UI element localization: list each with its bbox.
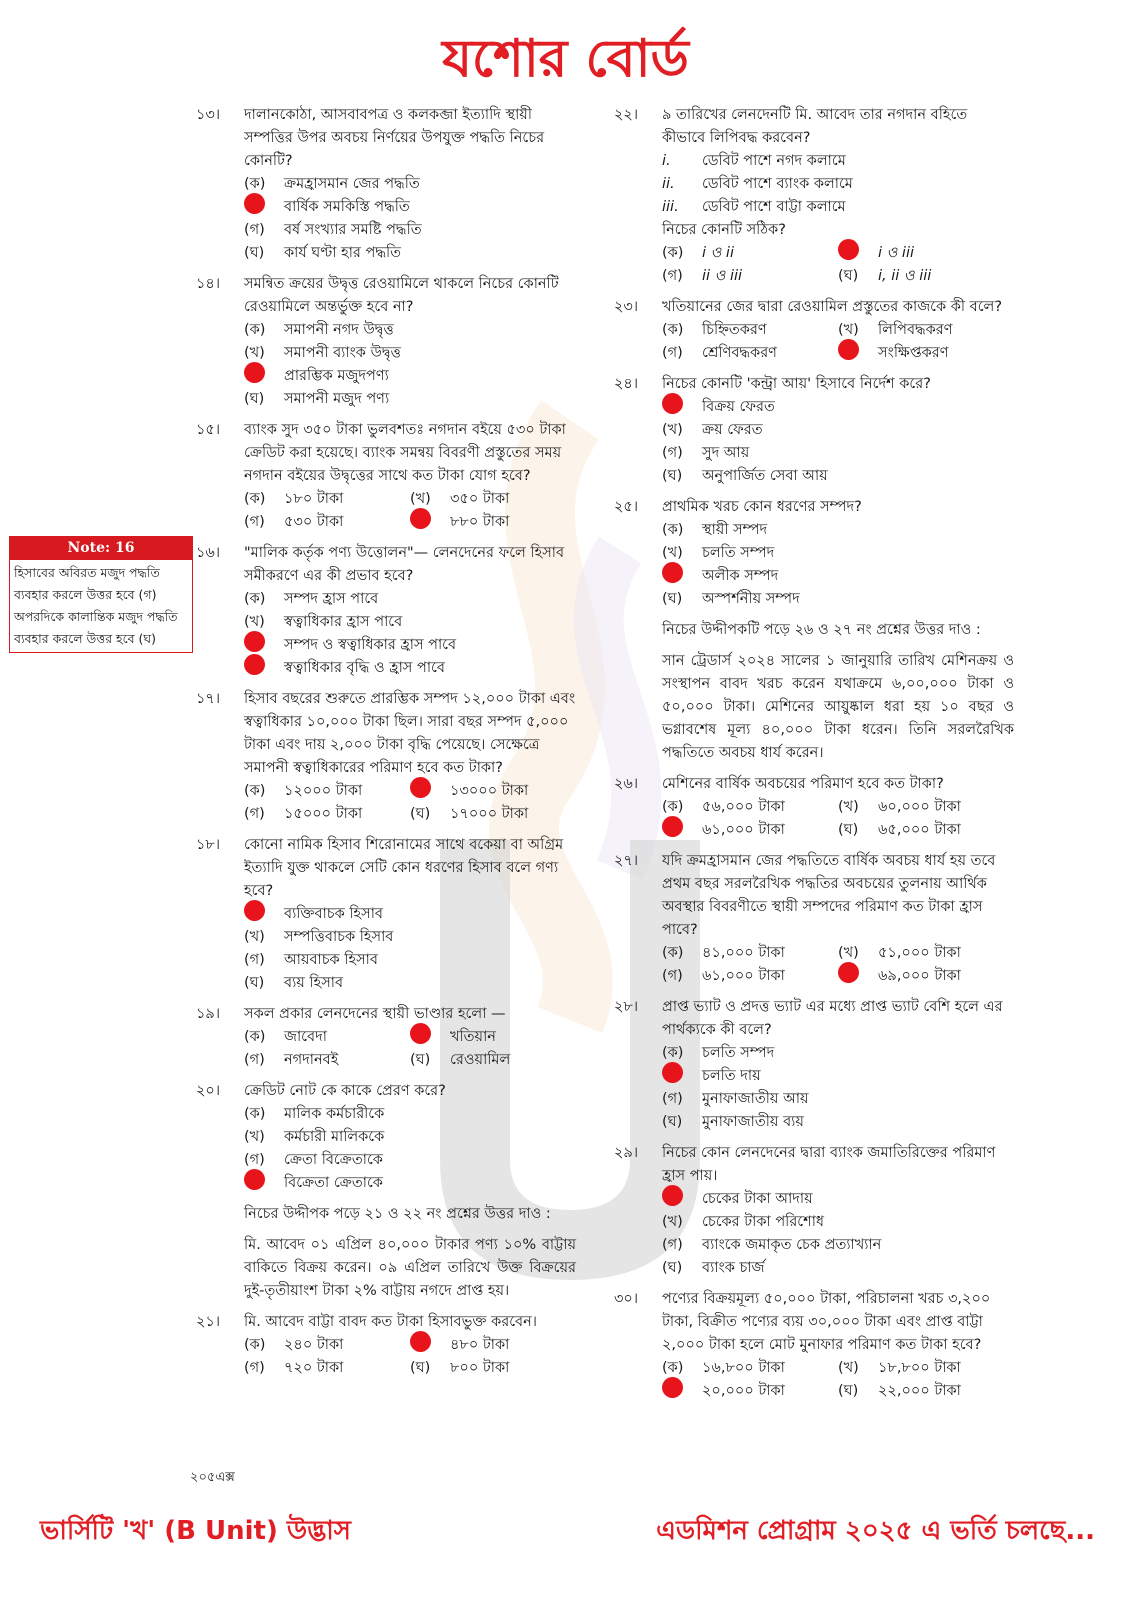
option-answer[interactable]: স্বত্বাধিকার বৃদ্ধি ও হ্রাস পাবে xyxy=(244,657,576,680)
answer-dot-icon xyxy=(838,962,859,983)
option[interactable]: (ক) ১৮০ টাকা xyxy=(244,491,344,507)
answer-dot-icon xyxy=(410,1023,431,1044)
question-number: ১৪। xyxy=(196,276,221,292)
option[interactable]: (ঘ) কার্য ঘণ্টা হার পদ্ধতি xyxy=(244,245,402,261)
option[interactable]: (ক) ১২০০০ টাকা xyxy=(244,783,363,799)
option[interactable]: (ক) চিহ্নিতকরণ xyxy=(662,322,767,338)
statement: iii. ডেবিট পাশে বাট্টা কলামে xyxy=(662,199,846,215)
answer-dot-icon xyxy=(244,631,265,652)
option[interactable]: (ঘ) ব্যয় হিসাব xyxy=(244,975,344,991)
option[interactable]: (গ) ব্যাংকে জমাকৃত চেক প্রত্যাখ্যান xyxy=(662,1237,882,1253)
option[interactable]: (গ) শ্রেণিবদ্ধকরণ xyxy=(662,345,777,361)
question-30 xyxy=(614,1288,1014,1403)
answer-dot-icon xyxy=(244,900,265,921)
question-number: ১৭। xyxy=(196,691,221,707)
option[interactable]: (ঘ) অস্পর্শনীয় সম্পদ xyxy=(662,591,800,607)
option[interactable]: (গ) ১৫০০০ টাকা xyxy=(244,806,363,822)
question-15 xyxy=(196,419,576,534)
option-answer[interactable]: ২০,০০০ টাকা xyxy=(662,1380,838,1403)
option[interactable]: (গ) ii ও iii xyxy=(662,268,743,284)
question-text: খতিয়ানের জের দ্বারা রেওয়ামিল প্রস্তুতের কাজকে কী বলে? xyxy=(662,299,1003,315)
question-text: প্রাথমিক খরচ কোন ধরণের সম্পদ? xyxy=(662,499,862,515)
question-text: নিচের কোনটি 'কন্ট্রা আয়' হিসাবে নির্দেশ করে? xyxy=(662,376,931,392)
question-text: ব্যাংক সুদ ৩৫০ টাকা ভুলবশতঃ নগদান বইয়ে ৫৩০ টাকা ক্রেডিট করা হয়েছে। ব্যাংক সমন্বয় বিবরণী প্রস্তুতের সময় নগদান বইয়ের উদ্বৃত্তের সাথে কত টাকা যোগ হবে? xyxy=(244,422,566,484)
option[interactable]: (ক) সম্পদ হ্রাস পাবে xyxy=(244,591,379,607)
answer-dot-icon xyxy=(244,193,265,214)
option[interactable]: (খ) ক্রয় ফেরত xyxy=(662,422,763,438)
option[interactable]: (ক) ক্রমহ্রাসমান জের পদ্ধতি xyxy=(244,176,420,192)
question-text: ৯ তারিখের লেনদেনটি মি. আবেদ তার নগদান বহিতে কীভাবে লিপিবদ্ধ করবেন? xyxy=(662,107,968,146)
note-line: ব্যবহার করলে উত্তর হবে (ঘ) xyxy=(14,631,157,646)
option[interactable]: (গ) ৭২০ টাকা xyxy=(244,1360,344,1376)
note-title: Note: 16 xyxy=(10,537,192,560)
answer-dot-icon xyxy=(244,362,265,383)
option[interactable]: (ক) মালিক কর্মচারীকে xyxy=(244,1106,385,1122)
answer-dot-icon xyxy=(838,239,859,260)
question-text: সকল প্রকার লেনদেনের স্থায়ী ভাণ্ডার হলো — xyxy=(244,1006,506,1022)
option[interactable]: (ক) ১৬,৮০০ টাকা xyxy=(662,1360,785,1376)
footer-right: এডমিশন প্রোগ্রাম ২০২৫ এ ভর্তি চলছে... xyxy=(656,1516,1095,1546)
question-text: ক্রেডিট নোট কে কাকে প্রেরণ করে? xyxy=(244,1083,446,1099)
question-17 xyxy=(196,688,576,826)
answer-dot-icon xyxy=(244,1169,265,1190)
answer-dot-icon xyxy=(662,816,683,837)
question-number: ১৮। xyxy=(196,837,221,853)
option[interactable]: (খ) ৩৫০ টাকা xyxy=(410,491,510,507)
question-18 xyxy=(196,834,576,995)
question-25 xyxy=(614,496,1014,611)
option[interactable]: (ক) স্থায়ী সম্পদ xyxy=(662,522,768,538)
question-number: ২০। xyxy=(196,1083,221,1099)
question-number: ২৪। xyxy=(614,376,639,392)
question-19 xyxy=(196,1003,576,1072)
statement: i. ডেবিট পাশে নগদ কলামে xyxy=(662,153,846,169)
question-number: ২৯। xyxy=(614,1145,639,1161)
question-text: হিসাব বছরের শুরুতে প্রারম্ভিক সম্পদ ১২,০০০ টাকা এবং স্বত্বাধিকার ১০,০০০ টাকা ছিল। সারা বছর সম্পদ ৫,০০০ টাকা এবং দায় ২,০০০ টাকা বৃদ্ধি পেয়েছে। সেক্ষেত্রে সমাপনী স্বত্বাধিকারের পরিমাণ হবে কত টাকা? xyxy=(244,691,576,776)
question-number: ১৬। xyxy=(196,545,221,561)
option[interactable]: (খ) চেকের টাকা পরিশোধ xyxy=(662,1214,825,1230)
question-14 xyxy=(196,273,576,411)
question-text: মেশিনের বার্ষিক অবচয়ের পরিমাণ হবে কত টাকা? xyxy=(662,776,944,792)
option[interactable]: (গ) মুনাফাজাতীয় আয় xyxy=(662,1091,809,1107)
question-text: সমন্বিত ক্রয়ের উদ্বৃত্ত রেওয়ামিলে থাকলে নিচের কোনটি রেওয়ামিলে অন্তর্ভুক্ত হবে না? xyxy=(244,276,559,315)
option-answer[interactable]: প্রারম্ভিক মজুদপণ্য xyxy=(244,365,576,388)
question-ask: নিচের কোনটি সঠিক? xyxy=(662,222,786,238)
question-number: ২৮। xyxy=(614,999,639,1015)
question-number: ১৯। xyxy=(196,1006,221,1022)
stem-text: সান ট্রেডার্স ২০২৪ সালের ১ জানুয়ারি তারিখ মেশিনক্রয় ও সংস্থাপন বাবদ খরচ করেন যথাক্রমে ৬,০০,০০০ টাকা ও ৫০,০০০ টাকা। মেশিনের আয়ুষ্কাল ধরা হয় ১০ বছর ও ভগ্নাবশেষ মূল্য ৪০,০০০ টাকা ধরেন। তিনি সরলরৈখিক পদ্ধতিতে অবচয় ধার্য করেন। xyxy=(662,653,1014,761)
option[interactable]: (ক) জাবেদা xyxy=(244,1029,327,1045)
option[interactable]: (ক) সমাপনী নগদ উদ্বৃত্ত xyxy=(244,322,394,338)
option-answer[interactable]: বিক্রেতা ক্রেতাকে xyxy=(244,1172,576,1195)
option[interactable]: (ঘ) ২২,০০০ টাকা xyxy=(838,1383,961,1399)
option[interactable]: (খ) স্বত্বাধিকার হ্রাস পাবে xyxy=(244,614,403,630)
answer-dot-icon xyxy=(662,562,683,583)
option[interactable]: (ক) চলতি সম্পদ xyxy=(662,1045,775,1061)
page-code: ২০৫এক্স xyxy=(190,1470,235,1485)
option-answer[interactable]: সংক্ষিপ্তকরণ xyxy=(838,342,1014,365)
question-number: ২১। xyxy=(196,1314,221,1330)
option[interactable]: (ক) ৫৬,০০০ টাকা xyxy=(662,799,785,815)
option[interactable]: (গ) আয়বাচক হিসাব xyxy=(244,952,378,968)
board-title: যশোর বোর্ড xyxy=(442,29,689,89)
footer-left: ভার্সিটি 'খ' (B Unit) উদ্ভাস xyxy=(40,1516,351,1546)
question-16 xyxy=(196,542,576,680)
answer-dot-icon xyxy=(662,393,683,414)
question-number: ১৫। xyxy=(196,422,221,438)
question-13 xyxy=(196,104,576,265)
option-answer[interactable]: চলতি দায় xyxy=(662,1065,1014,1088)
question-number: ৩০। xyxy=(614,1291,639,1307)
question-20 xyxy=(196,1080,576,1195)
answer-dot-icon xyxy=(662,1185,683,1206)
option[interactable]: (খ) লিপিবদ্ধকরণ xyxy=(838,322,953,338)
option[interactable]: (খ) চলতি সম্পদ xyxy=(662,545,775,561)
option-answer[interactable]: ১৩০০০ টাকা xyxy=(410,780,576,803)
question-text: মি. আবেদ বাট্টা বাবদ কত টাকা হিসাবভুক্ত করবেন। xyxy=(244,1314,537,1330)
option[interactable]: (গ) বর্ষ সংখ্যার সমষ্টি পদ্ধতি xyxy=(244,222,422,238)
question-number: ২৩। xyxy=(614,299,639,315)
option[interactable]: (গ) ক্রেতা বিক্রেতাকে xyxy=(244,1152,383,1168)
left-column xyxy=(196,104,576,1388)
option[interactable]: (ঘ) ব্যাংক চার্জ xyxy=(662,1260,765,1276)
option[interactable]: (ঘ) মুনাফাজাতীয় ব্যয় xyxy=(662,1114,804,1130)
option[interactable]: (গ) সুদ আয় xyxy=(662,445,750,461)
question-text: "মালিক কর্তৃক পণ্য উত্তোলন"— লেনদেনের ফলে হিসাব সমীকরণে এর কী প্রভাব হবে? xyxy=(244,545,565,584)
answer-dot-icon xyxy=(410,508,431,529)
question-29 xyxy=(614,1142,1014,1280)
option[interactable]: (ঘ) ১৭০০০ টাকা xyxy=(410,806,529,822)
option[interactable]: (ক) ২৪০ টাকা xyxy=(244,1337,344,1353)
option[interactable]: (ক) i ও ii xyxy=(662,245,734,261)
question-21 xyxy=(196,1311,576,1380)
question-text: প্রাপ্ত ভ্যাট ও প্রদত্ত ভ্যাট এর মধ্যে প্রাপ্ত ভ্যাট বেশি হলে এর পার্থক্যকে কী বলে? xyxy=(662,999,1003,1038)
option[interactable]: (গ) ৬১,০০০ টাকা xyxy=(662,968,785,984)
question-text: দালানকোঠা, আসবাবপত্র ও কলকব্জা ইত্যাদি স্থায়ী সম্পত্তির উপর অবচয় নির্ণয়ের উপযুক্ত পদ্ধতি নিচের কোনটি? xyxy=(244,107,545,169)
option[interactable]: (ক) ৪১,০০০ টাকা xyxy=(662,945,785,961)
stem-intro: নিচের উদ্দীপকটি পড়ে ২৬ ও ২৭ নং প্রশ্নের উত্তর দাও : xyxy=(662,622,981,638)
question-text: কোনো নামিক হিসাব শিরোনামের সাথে বকেয়া বা অগ্রিম ইত্যাদি যুক্ত থাকলে সেটি কোন ধরণের হিসাব বলে গণ্য হবে? xyxy=(244,837,564,899)
option[interactable]: (ঘ) অনুপার্জিত সেবা আয় xyxy=(662,468,828,484)
question-number: ২২। xyxy=(614,107,639,123)
question-number: ২৭। xyxy=(614,853,639,869)
option-answer[interactable]: খতিয়ান xyxy=(410,1026,576,1049)
answer-dot-icon xyxy=(838,339,859,360)
option-answer[interactable]: অলীক সম্পদ xyxy=(662,565,1014,588)
note-line: হিসাবের অবিরত মজুদ পদ্ধতি xyxy=(14,565,160,580)
option[interactable]: (ঘ) সমাপনী মজুদ পণ্য xyxy=(244,391,390,407)
question-24 xyxy=(614,373,1014,488)
answer-dot-icon xyxy=(662,1377,683,1398)
statement: ii. ডেবিট পাশে ব্যাংক কলামে xyxy=(662,176,853,192)
option-answer[interactable]: বিক্রয় ফেরত xyxy=(662,396,1014,419)
question-23 xyxy=(614,296,1014,365)
stem-intro: নিচের উদ্দীপক পড়ে ২১ ও ২২ নং প্রশ্নের উত্তর দাও : xyxy=(244,1206,551,1222)
question-28 xyxy=(614,996,1014,1134)
option-answer[interactable]: চেকের টাকা আদায় xyxy=(662,1188,1014,1211)
option[interactable]: (ঘ) ৮০০ টাকা xyxy=(410,1360,510,1376)
question-26 xyxy=(614,773,1014,842)
option[interactable]: (ঘ) ৬৫,০০০ টাকা xyxy=(838,822,961,838)
note-line: ব্যবহার করলে উত্তর হবে (গ) xyxy=(14,587,157,602)
question-number: ২৬। xyxy=(614,776,639,792)
option[interactable]: (ঘ) রেওয়ামিল xyxy=(410,1052,511,1068)
question-27 xyxy=(614,850,1014,988)
option-answer[interactable]: বার্ষিক সমকিস্তি পদ্ধতি xyxy=(244,196,576,219)
answer-dot-icon xyxy=(410,1331,431,1352)
question-22 xyxy=(614,104,1014,288)
option-answer[interactable]: ৬৯,০০০ টাকা xyxy=(838,965,1014,988)
question-text: নিচের কোন লেনদেনের দ্বারা ব্যাংক জমাতিরিক্তের পরিমাণ হ্রাস পায়। xyxy=(662,1145,996,1184)
option[interactable]: (খ) সমাপনী ব্যাংক উদ্বৃত্ত xyxy=(244,345,401,361)
option[interactable]: (খ) ৫১,০০০ টাকা xyxy=(838,945,961,961)
answer-dot-icon xyxy=(244,654,265,675)
stem-text: মি. আবেদ ০১ এপ্রিল ৪০,০০০ টাকার পণ্য ১০% বাট্টায় বাকিতে বিক্রয় করেন। ০৯ এপ্রিল তারিখে উক্ত বিক্রয়ের দুই-তৃতীয়াংশ টাকা ২% বাট্টায় নগদে প্রাপ্ত হয়। xyxy=(244,1237,576,1299)
question-text: পণ্যের বিক্রয়মূল্য ৫০,০০০ টাকা, পরিচালনা খরচ ৩,২০০ টাকা, বিক্রীত পণ্যের ব্যয় ৩০,০০০ টাকা এবং প্রাপ্ত বাট্টা ২,০০০ টাকা হলে মোট মুনাফার পরিমাণ কত টাকা হবে? xyxy=(662,1291,991,1353)
option-answer[interactable]: ৮৮০ টাকা xyxy=(410,511,576,534)
option[interactable]: (গ) নগদানবই xyxy=(244,1052,339,1068)
right-column xyxy=(614,104,1014,1411)
option[interactable]: (খ) ১৮,৮০০ টাকা xyxy=(838,1360,961,1376)
question-text: যদি ক্রমহ্রাসমান জের পদ্ধতিতে বার্ষিক অবচয় ধার্য হয় তবে প্রথম বছর সরলরৈখিক পদ্ধতির অবচয়ের তুলনায় আর্থিক অবস্থার বিবরণীতে স্থায়ী সম্পদের পরিমাণ কত টাকা হ্রাস পাবে? xyxy=(662,853,996,938)
option-answer[interactable]: ৪৮০ টাকা xyxy=(410,1334,576,1357)
note-line: অপরদিকে কালান্তিক মজুদ পদ্ধতি xyxy=(14,609,178,624)
option[interactable]: (গ) ৫৩০ টাকা xyxy=(244,514,344,530)
option[interactable]: (খ) ৬০,০০০ টাকা xyxy=(838,799,961,815)
option-answer[interactable]: i ও iii xyxy=(838,242,1014,265)
option[interactable]: (খ) কর্মচারী মালিককে xyxy=(244,1129,385,1145)
question-number: ১৩। xyxy=(196,107,221,123)
answer-dot-icon xyxy=(410,777,431,798)
option[interactable]: (ঘ) i, ii ও iii xyxy=(838,268,932,284)
question-number: ২৫। xyxy=(614,499,639,515)
option-answer[interactable]: ব্যক্তিবাচক হিসাব xyxy=(244,903,576,926)
option[interactable]: (খ) সম্পত্তিবাচক হিসাব xyxy=(244,929,394,945)
option-answer[interactable]: ৬১,০০০ টাকা xyxy=(662,819,838,842)
option-answer[interactable]: সম্পদ ও স্বত্বাধিকার হ্রাস পাবে xyxy=(244,634,576,657)
answer-dot-icon xyxy=(662,1062,683,1083)
note-box xyxy=(9,536,193,653)
